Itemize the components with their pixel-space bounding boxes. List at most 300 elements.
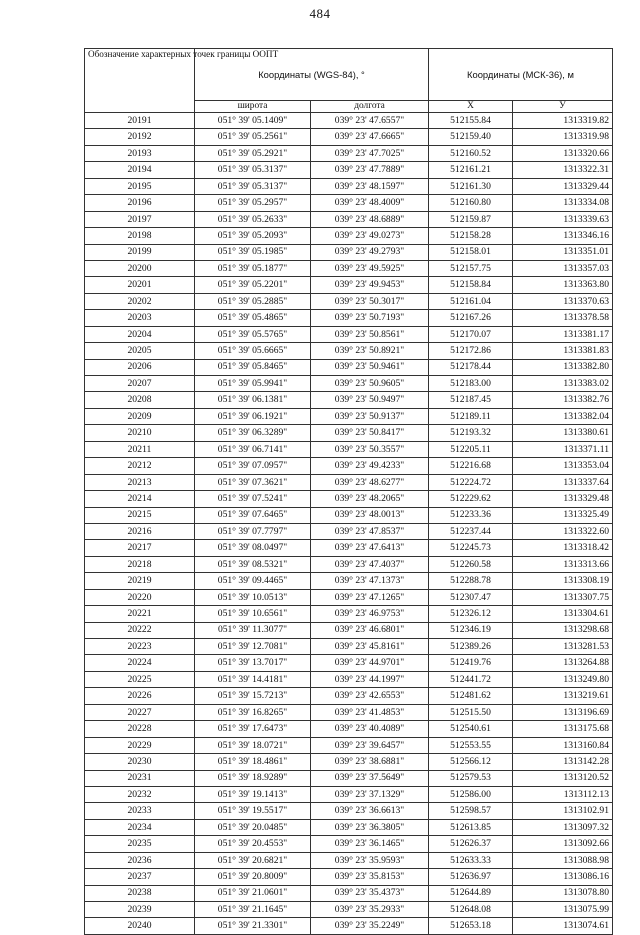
cell-longitude: 039° 23' 45.8161" — [311, 639, 429, 655]
cell-longitude: 039° 23' 36.1465" — [311, 836, 429, 852]
table-row — [85, 819, 613, 835]
table-row — [85, 376, 613, 392]
cell-point-id: 20227 — [85, 704, 195, 720]
cell-y: 1313318.42 — [513, 540, 613, 556]
cell-y: 1313102.91 — [513, 803, 613, 819]
cell-longitude: 039° 23' 44.9701" — [311, 655, 429, 671]
cell-point-id: 20211 — [85, 441, 195, 457]
cell-y: 1313112.13 — [513, 786, 613, 802]
cell-point-id: 20205 — [85, 343, 195, 359]
table-row — [85, 737, 613, 753]
cell-point-id: 20217 — [85, 540, 195, 556]
cell-y: 1313378.58 — [513, 310, 613, 326]
cell-x: 512216.68 — [429, 458, 513, 474]
cell-point-id: 20200 — [85, 260, 195, 276]
cell-longitude: 039° 23' 50.8921" — [311, 343, 429, 359]
header-msk36: Координаты (МСК-36), м — [429, 49, 613, 101]
cell-x: 512566.12 — [429, 754, 513, 770]
cell-latitude: 051° 39' 11.3077" — [195, 622, 311, 638]
cell-latitude: 051° 39' 05.2885" — [195, 293, 311, 309]
cell-x: 512307.47 — [429, 589, 513, 605]
header-latitude: широта — [195, 101, 311, 113]
cell-longitude: 039° 23' 49.0273" — [311, 228, 429, 244]
cell-x: 512613.85 — [429, 819, 513, 835]
cell-latitude: 051° 39' 05.1409" — [195, 113, 311, 129]
cell-x: 512193.32 — [429, 425, 513, 441]
table-row — [85, 211, 613, 227]
cell-latitude: 051° 39' 05.5765" — [195, 326, 311, 342]
table-row — [85, 556, 613, 572]
cell-longitude: 039° 23' 48.0013" — [311, 507, 429, 523]
table-row — [85, 228, 613, 244]
cell-point-id: 20240 — [85, 918, 195, 934]
cell-y: 1313120.52 — [513, 770, 613, 786]
cell-latitude: 051° 39' 14.4181" — [195, 671, 311, 687]
table-row — [85, 606, 613, 622]
cell-x: 512161.21 — [429, 162, 513, 178]
cell-y: 1313382.04 — [513, 408, 613, 424]
cell-y: 1313329.48 — [513, 491, 613, 507]
cell-y: 1313381.17 — [513, 326, 613, 342]
cell-x: 512245.73 — [429, 540, 513, 556]
cell-y: 1313264.88 — [513, 655, 613, 671]
cell-x: 512157.75 — [429, 260, 513, 276]
cell-x: 512159.40 — [429, 129, 513, 145]
cell-latitude: 051° 39' 06.7141" — [195, 441, 311, 457]
cell-x: 512160.52 — [429, 145, 513, 161]
table-row — [85, 671, 613, 687]
table-row — [85, 195, 613, 211]
cell-point-id: 20219 — [85, 573, 195, 589]
cell-latitude: 051° 39' 18.4861" — [195, 754, 311, 770]
cell-longitude: 039° 23' 49.5925" — [311, 260, 429, 276]
cell-x: 512326.12 — [429, 606, 513, 622]
table-row — [85, 491, 613, 507]
cell-longitude: 039° 23' 35.8153" — [311, 869, 429, 885]
cell-x: 512172.86 — [429, 343, 513, 359]
table-row — [85, 885, 613, 901]
cell-longitude: 039° 23' 50.3557" — [311, 441, 429, 457]
cell-y: 1313382.76 — [513, 392, 613, 408]
table-row — [85, 293, 613, 309]
cell-latitude: 051° 39' 18.0721" — [195, 737, 311, 753]
cell-y: 1313322.31 — [513, 162, 613, 178]
cell-x: 512224.72 — [429, 474, 513, 490]
cell-latitude: 051° 39' 06.1381" — [195, 392, 311, 408]
cell-longitude: 039° 23' 50.9137" — [311, 408, 429, 424]
cell-x: 512158.01 — [429, 244, 513, 260]
cell-longitude: 039° 23' 49.2793" — [311, 244, 429, 260]
cell-point-id: 20229 — [85, 737, 195, 753]
cell-x: 512161.04 — [429, 293, 513, 309]
table-row — [85, 392, 613, 408]
table-row — [85, 474, 613, 490]
cell-latitude: 051° 39' 10.0513" — [195, 589, 311, 605]
cell-latitude: 051° 39' 05.8465" — [195, 359, 311, 375]
cell-longitude: 039° 23' 47.1373" — [311, 573, 429, 589]
table-row — [85, 310, 613, 326]
cell-x: 512183.00 — [429, 376, 513, 392]
cell-x: 512189.11 — [429, 408, 513, 424]
cell-point-id: 20195 — [85, 178, 195, 194]
cell-y: 1313319.98 — [513, 129, 613, 145]
cell-x: 512626.37 — [429, 836, 513, 852]
cell-y: 1313371.11 — [513, 441, 613, 457]
cell-latitude: 051° 39' 05.4865" — [195, 310, 311, 326]
cell-y: 1313298.68 — [513, 622, 613, 638]
cell-point-id: 20202 — [85, 293, 195, 309]
cell-latitude: 051° 39' 12.7081" — [195, 639, 311, 655]
table-row — [85, 688, 613, 704]
cell-y: 1313097.32 — [513, 819, 613, 835]
cell-y: 1313078.80 — [513, 885, 613, 901]
cell-latitude: 051° 39' 05.2561" — [195, 129, 311, 145]
cell-point-id: 20222 — [85, 622, 195, 638]
cell-latitude: 051° 39' 05.1877" — [195, 260, 311, 276]
cell-latitude: 051° 39' 05.2201" — [195, 277, 311, 293]
cell-latitude: 051° 39' 20.8009" — [195, 869, 311, 885]
cell-y: 1313383.02 — [513, 376, 613, 392]
cell-latitude: 051° 39' 18.9289" — [195, 770, 311, 786]
header-wgs84: Координаты (WGS-84), ° — [195, 49, 429, 101]
cell-latitude: 051° 39' 20.0485" — [195, 819, 311, 835]
cell-longitude: 039° 23' 46.6801" — [311, 622, 429, 638]
table-row — [85, 523, 613, 539]
cell-y: 1313346.16 — [513, 228, 613, 244]
cell-y: 1313363.80 — [513, 277, 613, 293]
cell-x: 512419.76 — [429, 655, 513, 671]
cell-longitude: 039° 23' 37.5649" — [311, 770, 429, 786]
cell-x: 512540.61 — [429, 721, 513, 737]
cell-x: 512205.11 — [429, 441, 513, 457]
cell-point-id: 20193 — [85, 145, 195, 161]
cell-x: 512346.19 — [429, 622, 513, 638]
cell-x: 512155.84 — [429, 113, 513, 129]
cell-x: 512515.50 — [429, 704, 513, 720]
table-row — [85, 869, 613, 885]
cell-longitude: 039° 23' 36.3805" — [311, 819, 429, 835]
cell-y: 1313329.44 — [513, 178, 613, 194]
cell-x: 512158.84 — [429, 277, 513, 293]
cell-latitude: 051° 39' 20.6821" — [195, 852, 311, 868]
cell-latitude: 051° 39' 07.3621" — [195, 474, 311, 490]
cell-y: 1313092.66 — [513, 836, 613, 852]
table-row — [85, 113, 613, 129]
table-row — [85, 770, 613, 786]
cell-longitude: 039° 23' 36.6613" — [311, 803, 429, 819]
header-longitude: долгота — [311, 101, 429, 113]
cell-longitude: 039° 23' 49.4233" — [311, 458, 429, 474]
cell-latitude: 051° 39' 05.6665" — [195, 343, 311, 359]
cell-latitude: 051° 39' 20.4553" — [195, 836, 311, 852]
cell-point-id: 20237 — [85, 869, 195, 885]
cell-longitude: 039° 23' 50.3017" — [311, 293, 429, 309]
cell-longitude: 039° 23' 50.8561" — [311, 326, 429, 342]
cell-longitude: 039° 23' 47.4037" — [311, 556, 429, 572]
table-row — [85, 507, 613, 523]
cell-x: 512260.58 — [429, 556, 513, 572]
cell-y: 1313320.66 — [513, 145, 613, 161]
cell-point-id: 20213 — [85, 474, 195, 490]
cell-point-id: 20197 — [85, 211, 195, 227]
table-row — [85, 721, 613, 737]
cell-longitude: 039° 23' 50.9461" — [311, 359, 429, 375]
cell-y: 1313313.66 — [513, 556, 613, 572]
cell-longitude: 039° 23' 35.2933" — [311, 902, 429, 918]
cell-latitude: 051° 39' 21.3301" — [195, 918, 311, 934]
cell-latitude: 051° 39' 05.2633" — [195, 211, 311, 227]
table-body — [85, 113, 613, 935]
cell-longitude: 039° 23' 49.9453" — [311, 277, 429, 293]
table-row — [85, 326, 613, 342]
cell-y: 1313339.63 — [513, 211, 613, 227]
cell-point-id: 20231 — [85, 770, 195, 786]
cell-point-id: 20223 — [85, 639, 195, 655]
cell-y: 1313304.61 — [513, 606, 613, 622]
table-row — [85, 458, 613, 474]
cell-point-id: 20232 — [85, 786, 195, 802]
cell-point-id: 20230 — [85, 754, 195, 770]
cell-x: 512648.08 — [429, 902, 513, 918]
cell-longitude: 039° 23' 50.7193" — [311, 310, 429, 326]
cell-point-id: 20218 — [85, 556, 195, 572]
table-row — [85, 803, 613, 819]
cell-latitude: 051° 39' 05.1985" — [195, 244, 311, 260]
header-point-designation: Обозначение характерных точек границы ООПТ — [85, 49, 195, 113]
cell-x: 512579.53 — [429, 770, 513, 786]
cell-latitude: 051° 39' 21.1645" — [195, 902, 311, 918]
cell-longitude: 039° 23' 47.7889" — [311, 162, 429, 178]
cell-point-id: 20228 — [85, 721, 195, 737]
cell-x: 512161.30 — [429, 178, 513, 194]
table-row — [85, 425, 613, 441]
cell-longitude: 039° 23' 50.9605" — [311, 376, 429, 392]
cell-longitude: 039° 23' 35.9593" — [311, 852, 429, 868]
cell-x: 512170.07 — [429, 326, 513, 342]
table-row — [85, 902, 613, 918]
cell-point-id: 20206 — [85, 359, 195, 375]
table-row — [85, 277, 613, 293]
cell-latitude: 051° 39' 05.3137" — [195, 178, 311, 194]
cell-longitude: 039° 23' 40.4089" — [311, 721, 429, 737]
cell-point-id: 20239 — [85, 902, 195, 918]
cell-y: 1313308.19 — [513, 573, 613, 589]
cell-longitude: 039° 23' 48.1597" — [311, 178, 429, 194]
cell-point-id: 20208 — [85, 392, 195, 408]
cell-point-id: 20201 — [85, 277, 195, 293]
table-row — [85, 754, 613, 770]
cell-point-id: 20234 — [85, 819, 195, 835]
cell-point-id: 20238 — [85, 885, 195, 901]
cell-latitude: 051° 39' 16.8265" — [195, 704, 311, 720]
cell-y: 1313325.49 — [513, 507, 613, 523]
cell-x: 512187.45 — [429, 392, 513, 408]
cell-longitude: 039° 23' 47.7025" — [311, 145, 429, 161]
cell-longitude: 039° 23' 47.1265" — [311, 589, 429, 605]
cell-point-id: 20216 — [85, 523, 195, 539]
cell-x: 512160.80 — [429, 195, 513, 211]
cell-point-id: 20235 — [85, 836, 195, 852]
cell-x: 512553.55 — [429, 737, 513, 753]
cell-point-id: 20203 — [85, 310, 195, 326]
cell-point-id: 20236 — [85, 852, 195, 868]
cell-x: 512441.72 — [429, 671, 513, 687]
cell-longitude: 039° 23' 47.8537" — [311, 523, 429, 539]
table-row — [85, 836, 613, 852]
cell-x: 512178.44 — [429, 359, 513, 375]
cell-x: 512653.18 — [429, 918, 513, 934]
cell-latitude: 051° 39' 05.9941" — [195, 376, 311, 392]
header-y: У — [513, 101, 613, 113]
table-row — [85, 244, 613, 260]
cell-point-id: 20212 — [85, 458, 195, 474]
cell-y: 1313219.61 — [513, 688, 613, 704]
cell-y: 1313281.53 — [513, 639, 613, 655]
cell-longitude: 039° 23' 48.2065" — [311, 491, 429, 507]
cell-y: 1313249.80 — [513, 671, 613, 687]
table-row — [85, 260, 613, 276]
cell-latitude: 051° 39' 21.0601" — [195, 885, 311, 901]
cell-y: 1313357.03 — [513, 260, 613, 276]
header-x: X — [429, 101, 513, 113]
cell-longitude: 039° 23' 48.6889" — [311, 211, 429, 227]
cell-latitude: 051° 39' 06.1921" — [195, 408, 311, 424]
table-row — [85, 129, 613, 145]
cell-y: 1313322.60 — [513, 523, 613, 539]
table-row — [85, 704, 613, 720]
coordinates-table — [84, 48, 613, 935]
table-row — [85, 655, 613, 671]
cell-longitude: 039° 23' 46.9753" — [311, 606, 429, 622]
cell-y: 1313351.01 — [513, 244, 613, 260]
cell-point-id: 20196 — [85, 195, 195, 211]
cell-longitude: 039° 23' 42.6553" — [311, 688, 429, 704]
cell-x: 512481.62 — [429, 688, 513, 704]
table-row — [85, 162, 613, 178]
table-row — [85, 622, 613, 638]
cell-latitude: 051° 39' 05.2093" — [195, 228, 311, 244]
cell-y: 1313380.61 — [513, 425, 613, 441]
cell-point-id: 20221 — [85, 606, 195, 622]
cell-y: 1313075.99 — [513, 902, 613, 918]
cell-point-id: 20224 — [85, 655, 195, 671]
cell-point-id: 20233 — [85, 803, 195, 819]
cell-latitude: 051° 39' 13.7017" — [195, 655, 311, 671]
cell-longitude: 039° 23' 48.4009" — [311, 195, 429, 211]
cell-y: 1313307.75 — [513, 589, 613, 605]
cell-latitude: 051° 39' 19.5517" — [195, 803, 311, 819]
cell-longitude: 039° 23' 47.6665" — [311, 129, 429, 145]
table-row — [85, 918, 613, 934]
cell-y: 1313382.80 — [513, 359, 613, 375]
cell-longitude: 039° 23' 39.6457" — [311, 737, 429, 753]
cell-x: 512636.97 — [429, 869, 513, 885]
cell-y: 1313175.68 — [513, 721, 613, 737]
cell-latitude: 051° 39' 05.3137" — [195, 162, 311, 178]
cell-x: 512389.26 — [429, 639, 513, 655]
cell-point-id: 20198 — [85, 228, 195, 244]
cell-latitude: 051° 39' 17.6473" — [195, 721, 311, 737]
cell-point-id: 20215 — [85, 507, 195, 523]
table-row — [85, 343, 613, 359]
cell-latitude: 051° 39' 07.6465" — [195, 507, 311, 523]
cell-latitude: 051° 39' 08.0497" — [195, 540, 311, 556]
cell-x: 512633.33 — [429, 852, 513, 868]
cell-point-id: 20225 — [85, 671, 195, 687]
cell-longitude: 039° 23' 44.1997" — [311, 671, 429, 687]
cell-x: 512233.36 — [429, 507, 513, 523]
cell-longitude: 039° 23' 37.1329" — [311, 786, 429, 802]
cell-x: 512644.89 — [429, 885, 513, 901]
cell-longitude: 039° 23' 35.4373" — [311, 885, 429, 901]
cell-x: 512229.62 — [429, 491, 513, 507]
table-row — [85, 540, 613, 556]
cell-x: 512288.78 — [429, 573, 513, 589]
cell-latitude: 051° 39' 05.2921" — [195, 145, 311, 161]
table-row — [85, 408, 613, 424]
cell-y: 1313334.08 — [513, 195, 613, 211]
cell-latitude: 051° 39' 08.5321" — [195, 556, 311, 572]
cell-latitude: 051° 39' 07.7797" — [195, 523, 311, 539]
cell-point-id: 20199 — [85, 244, 195, 260]
cell-x: 512159.87 — [429, 211, 513, 227]
cell-point-id: 20226 — [85, 688, 195, 704]
table-row — [85, 441, 613, 457]
cell-longitude: 039° 23' 50.9497" — [311, 392, 429, 408]
cell-y: 1313319.82 — [513, 113, 613, 129]
cell-latitude: 051° 39' 15.7213" — [195, 688, 311, 704]
cell-y: 1313370.63 — [513, 293, 613, 309]
cell-point-id: 20220 — [85, 589, 195, 605]
cell-y: 1313074.61 — [513, 918, 613, 934]
cell-latitude: 051° 39' 10.6561" — [195, 606, 311, 622]
table-row — [85, 178, 613, 194]
cell-y: 1313196.69 — [513, 704, 613, 720]
cell-y: 1313160.84 — [513, 737, 613, 753]
cell-longitude: 039° 23' 41.4853" — [311, 704, 429, 720]
page-number: 484 — [309, 6, 331, 21]
cell-x: 512158.28 — [429, 228, 513, 244]
cell-y: 1313381.83 — [513, 343, 613, 359]
cell-longitude: 039° 23' 47.6413" — [311, 540, 429, 556]
cell-x: 512237.44 — [429, 523, 513, 539]
table-row — [85, 573, 613, 589]
cell-point-id: 20204 — [85, 326, 195, 342]
cell-latitude: 051° 39' 09.4465" — [195, 573, 311, 589]
cell-x: 512598.57 — [429, 803, 513, 819]
table-row — [85, 359, 613, 375]
cell-latitude: 051° 39' 19.1413" — [195, 786, 311, 802]
cell-y: 1313088.98 — [513, 852, 613, 868]
cell-point-id: 20194 — [85, 162, 195, 178]
cell-y: 1313337.64 — [513, 474, 613, 490]
cell-longitude: 039° 23' 38.6881" — [311, 754, 429, 770]
table-row — [85, 589, 613, 605]
cell-point-id: 20207 — [85, 376, 195, 392]
cell-longitude: 039° 23' 47.6557" — [311, 113, 429, 129]
table-row — [85, 145, 613, 161]
cell-longitude: 039° 23' 48.6277" — [311, 474, 429, 490]
cell-point-id: 20210 — [85, 425, 195, 441]
table-row — [85, 639, 613, 655]
cell-latitude: 051° 39' 07.0957" — [195, 458, 311, 474]
cell-latitude: 051° 39' 06.3289" — [195, 425, 311, 441]
cell-longitude: 039° 23' 50.8417" — [311, 425, 429, 441]
cell-y: 1313142.28 — [513, 754, 613, 770]
cell-x: 512167.26 — [429, 310, 513, 326]
cell-y: 1313086.16 — [513, 869, 613, 885]
cell-point-id: 20191 — [85, 113, 195, 129]
